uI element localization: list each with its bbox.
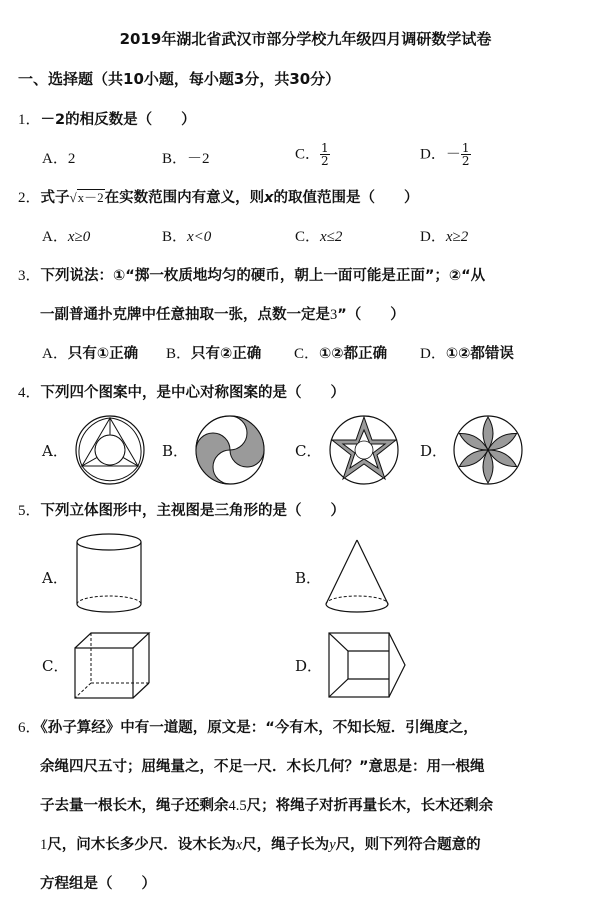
question-6-line2: 余绳四尺五寸；屈绳量之，不足一尺．木长几何？”意思是：用一根绳: [40, 759, 485, 775]
question-text: 尺，绳子长为: [242, 837, 330, 853]
q2-option-b: [162, 225, 211, 246]
question-3: [18, 264, 485, 285]
question-text: 下列立体图形中，主视图是三角形的是（ ）: [40, 503, 346, 519]
q5-option-d-label: D．: [295, 657, 323, 675]
denominator: 2: [461, 154, 470, 168]
question-number: 5．: [18, 503, 41, 519]
option-label: C．: [295, 229, 321, 245]
option-label: D．: [420, 346, 446, 362]
number-value: 3: [330, 307, 338, 323]
question-text-post2: 的取值范围是（ ）: [273, 190, 419, 206]
question-6-line3: [40, 794, 493, 815]
question-6-line5: 方程组是（ ）: [40, 876, 156, 892]
fraction: [320, 142, 330, 167]
option-label: A．: [42, 346, 68, 362]
option-value: －2: [187, 151, 210, 167]
q1-option-a: [42, 147, 75, 168]
question-text: ”（ ）: [337, 307, 405, 323]
question-number: 3．: [18, 268, 41, 284]
prism-icon: [326, 630, 408, 702]
option-label: B．: [162, 151, 188, 167]
question-text: 下列四个图案中，是中心对称图案的是（ ）: [40, 385, 346, 401]
option-label: C．: [294, 346, 320, 362]
option-value: 只有①正确: [67, 346, 139, 362]
question-6: [18, 716, 478, 737]
pattern-d-flower-icon: [452, 414, 524, 486]
option-value: ①②都正确: [319, 346, 388, 362]
cylinder-icon: [74, 532, 144, 614]
q1-option-c: [295, 142, 330, 167]
q1-option-d: [420, 142, 471, 167]
question-text: 一副普通扑克牌中任意抽取一张，点数一定是: [40, 307, 330, 323]
q3-option-c: [294, 342, 387, 363]
option-value: x≥2: [445, 229, 469, 245]
q4-option-d-label: D．: [420, 442, 448, 460]
section-heading: 一、选择题（共10小题，每小题3分，共30分）: [18, 70, 341, 88]
numerator: 1: [461, 141, 470, 155]
question-2: [18, 186, 419, 207]
q4-option-a-label: A．: [42, 442, 68, 460]
option-label: D．: [420, 146, 446, 163]
question-6-line4: [40, 833, 481, 854]
variable-x: x: [264, 190, 274, 206]
q3-option-b: [166, 342, 261, 363]
option-value: x≥0: [67, 229, 91, 245]
question-text-line1: 下列说法：①“掷一枚质地均匀的硬币，朝上一面可能是正面”；②“从: [40, 268, 486, 284]
q3-option-a: [42, 342, 138, 363]
question-text: －2的相反数是（ ）: [40, 112, 196, 128]
number-value: 4.5: [228, 798, 247, 814]
question-number: 6．: [18, 720, 41, 736]
cone-icon: [324, 538, 390, 616]
q5-option-b-label: B．: [295, 569, 322, 587]
option-value: －: [445, 146, 461, 163]
question-3-line2: [40, 303, 405, 324]
q1-option-b: [162, 147, 210, 168]
question-number: 1．: [18, 112, 41, 128]
pattern-a-triangle-circle-icon: [74, 414, 146, 486]
option-label: B．: [166, 346, 192, 362]
option-value: 2: [67, 151, 76, 167]
variable-x: x: [235, 837, 243, 853]
question-text: 尺，则下列符合题意的: [335, 837, 481, 853]
q5-option-c-label: C．: [42, 657, 69, 675]
option-value: x≤2: [320, 229, 343, 245]
q2-option-d: [420, 225, 468, 246]
radicand: x－2: [77, 190, 104, 205]
page-title: 2019年湖北省武汉市部分学校九年级四月调研数学试卷: [119, 30, 492, 48]
q5-option-a-label: A．: [42, 569, 68, 587]
question-5: [18, 499, 345, 520]
question-number: 4．: [18, 385, 41, 401]
option-label: A．: [42, 151, 68, 167]
option-value: ①②都错误: [445, 346, 514, 362]
variable-y: y: [329, 837, 336, 853]
option-label: D．: [420, 229, 446, 245]
option-label: A．: [42, 229, 68, 245]
question-text: 尺；将绳子对折再量长木，长木还剩余: [246, 798, 494, 814]
option-value: 只有②正确: [191, 346, 262, 362]
option-value: x<0: [187, 229, 212, 245]
q2-option-a: [42, 225, 90, 246]
cube-icon: [72, 630, 152, 702]
number-value: 1: [40, 837, 48, 853]
q4-option-b-label: B．: [162, 442, 189, 460]
fraction: [461, 142, 471, 167]
square-root: √x－2: [69, 190, 104, 205]
q3-option-d: [420, 342, 514, 363]
question-text: 尺，问木长多少尺．设木长为: [47, 837, 236, 853]
question-text-pre: 式子: [40, 190, 70, 206]
q4-option-c-label: C．: [295, 442, 322, 460]
numerator: 1: [321, 141, 329, 155]
question-text-line1: 《孙子算经》中有一道题，原文是：“今有木，不知长短．引绳度之，: [40, 720, 478, 736]
option-label: C．: [295, 146, 321, 163]
question-number: 2．: [18, 190, 41, 206]
question-4: [18, 381, 345, 402]
question-1: [18, 108, 196, 129]
pattern-c-star-icon: [328, 414, 400, 486]
denominator: 2: [321, 154, 329, 168]
pattern-b-swirl-icon: [194, 414, 266, 486]
option-label: B．: [162, 229, 188, 245]
question-text: 子去量一根长木，绳子还剩余: [40, 798, 229, 814]
q2-option-c: [295, 225, 342, 246]
question-text-post: 在实数范围内有意义，则: [104, 190, 265, 206]
